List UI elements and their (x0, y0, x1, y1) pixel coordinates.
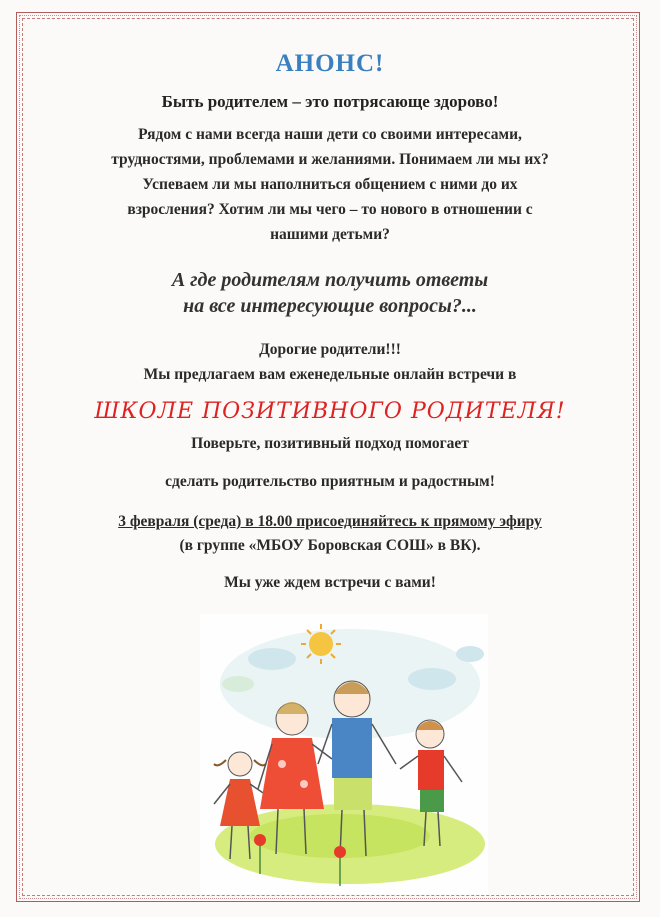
intro-paragraph (40, 122, 620, 247)
intro-line: трудностями, проблемами и желаниями. Понимаем ли мы их? (111, 151, 549, 168)
offer-text: Мы предлагаем вам еженедельные онлайн встречи в (143, 366, 517, 383)
intro-line: Рядом с нами всегда наши дети со своими интересами, (138, 126, 522, 143)
belief-text: Поверьте, позитивный подход помогает (191, 435, 469, 452)
announcement-title: АНОНС! (275, 50, 385, 77)
intro-line: взросления? Хотим ли мы чего – то нового в отношении с (127, 201, 533, 218)
intro-line: нашими детьми? (270, 226, 390, 243)
family-illustration (200, 614, 488, 894)
question-line: А где родителям получить ответы (171, 269, 489, 291)
question-heading (40, 267, 620, 319)
question-line: на все интересующие вопросы?... (183, 295, 477, 317)
school-name: ШКОЛЕ ПОЗИТИВНОГО РОДИТЕЛЯ! (94, 399, 566, 424)
intro-line: Успеваем ли мы наполниться общением с ними до их (142, 176, 518, 193)
closing-text: Мы уже ждем встречи с вами! (224, 574, 436, 591)
group-line: (в группе «МБОУ Боровская СОШ» в ВК). (179, 537, 481, 554)
greeting: Дорогие родители!!! (259, 341, 401, 358)
announcement-content (40, 50, 620, 592)
benefit-text: сделать родительство приятным и радостным! (165, 473, 495, 490)
announcement-subtitle: Быть родителем – это потрясающе здорово! (161, 92, 499, 111)
date-line: 3 февраля (среда) в 18.00 присоединяйтесь к прямому эфиру (118, 513, 542, 530)
